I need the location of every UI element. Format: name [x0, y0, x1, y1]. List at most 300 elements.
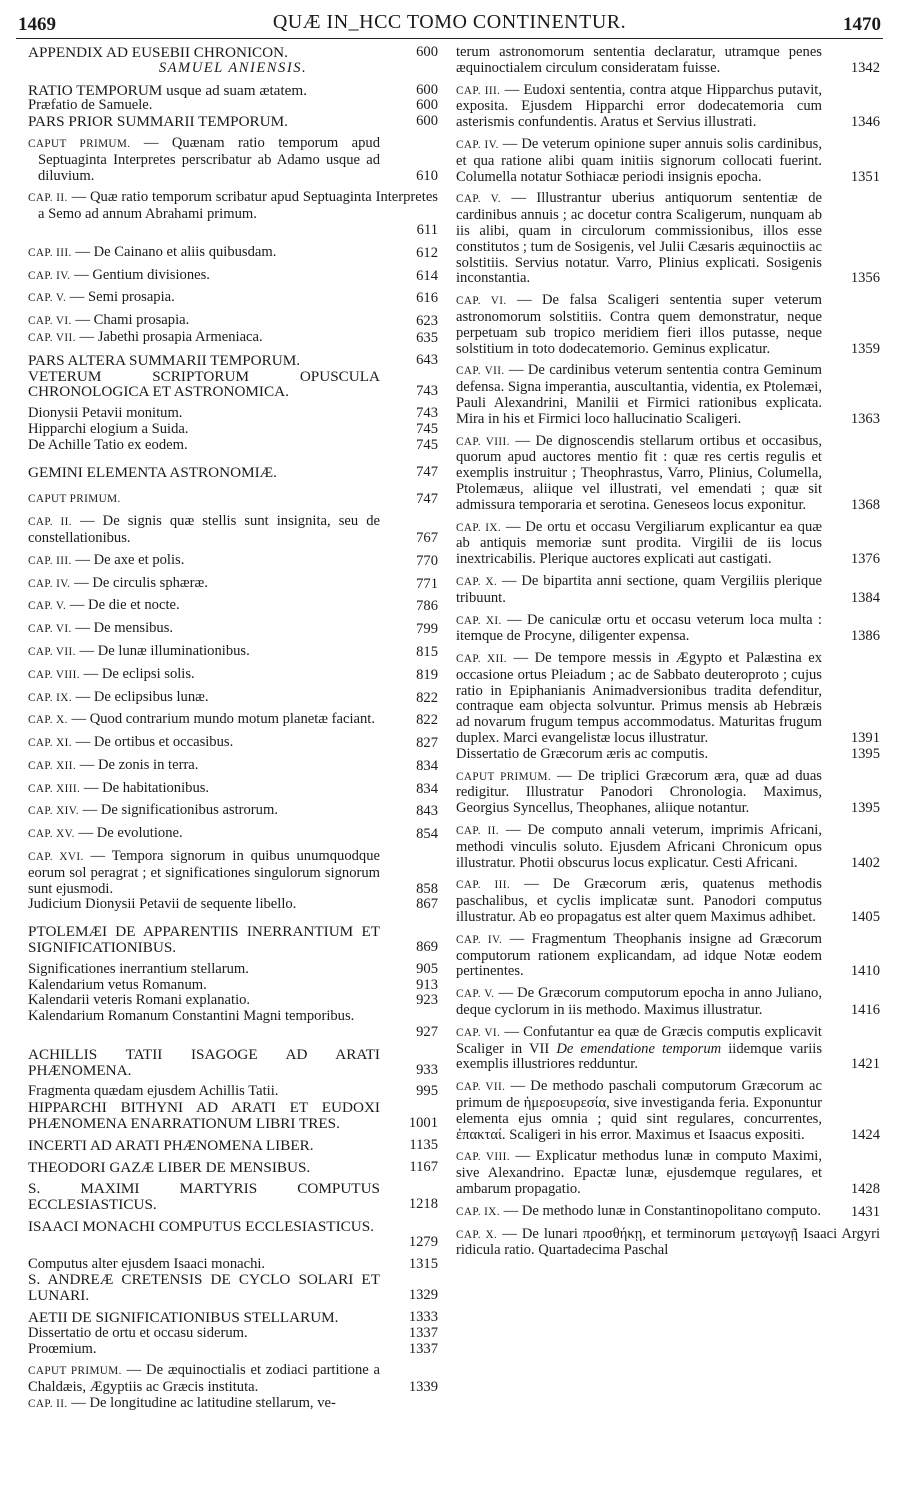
- entry-title: — Quæ ratio temporum scribatur apud Septuaginta Interpretes a Semo ad annum Abrahami primum.: [38, 189, 438, 223]
- entry-text: [28, 1257, 438, 1273]
- toc-entry: [28, 1326, 438, 1342]
- entry-text: [28, 114, 438, 130]
- toc-entry: [456, 83, 880, 131]
- column-number: 745: [416, 436, 438, 453]
- toc-entry: [28, 353, 438, 369]
- entry-text: [456, 293, 880, 357]
- column-number: 770: [416, 552, 438, 569]
- entry-text: [28, 422, 438, 438]
- column-number: 1391: [850, 730, 880, 747]
- entry-title: — De habitationibus.: [80, 779, 210, 796]
- entry-title: PARS ALTERA SUMMARII TEMPORUM.: [28, 351, 301, 369]
- entry-title: GEMINI ELEMENTA ASTRONOMIÆ.: [28, 463, 277, 481]
- entry-title: Dissertatio de Græcorum æris ac computis.: [456, 745, 709, 762]
- column-number: 747: [416, 491, 438, 508]
- column-number: 747: [416, 463, 438, 480]
- toc-entry: [28, 598, 438, 615]
- entry-title: — De eclipsi solis.: [79, 665, 195, 682]
- entry-title: VETERUM SCRIPTORUM OPUSCULA CHRONOLOGICA ET ASTRONOMICA.: [28, 367, 380, 401]
- entry-title: Hipparchi elogium a Suida.: [28, 420, 189, 437]
- entry-title: terum astronomorum sententia declaratur, utramque penes æquinoctialem circulum consideratam fuisse.: [456, 45, 822, 76]
- entry-text: [456, 137, 880, 185]
- entry-text: [28, 667, 438, 684]
- entry-text: [28, 978, 438, 994]
- entry-title: — Eudoxi sententia, contra atque Hipparchus putavit, exposita. Ejusdem Hipparchi error dodecatemoria cum asterismis confundentis. Aratus et Servius illustrati.: [456, 81, 822, 131]
- column-number: 927: [416, 1024, 438, 1041]
- toc-entry: [28, 1047, 438, 1079]
- entry-title: Kalendarii veteris Romani explanatio.: [28, 992, 251, 1009]
- toc-entry: [456, 191, 880, 287]
- toc-entry: [28, 553, 438, 570]
- chapter-label: CAP. II.: [28, 516, 72, 529]
- entry-text: [456, 932, 880, 980]
- entry-text: [28, 83, 438, 99]
- entry-title: Dionysii Petavii monitum.: [28, 405, 183, 422]
- toc-entry: [28, 1272, 438, 1304]
- entry-title: — Quod contrarium mundo motum planetæ faciant.: [67, 711, 376, 728]
- entry-title-cont: iidemque variis exemplis illustriores redduntur.: [456, 1040, 822, 1073]
- entry-text: [28, 553, 438, 570]
- toc-entry: [28, 1257, 438, 1273]
- column-number: 1356: [850, 270, 880, 287]
- toc-entry: [28, 1219, 438, 1251]
- toc-entry: [28, 826, 438, 843]
- entry-text: [28, 45, 438, 61]
- entry-text: [456, 877, 880, 925]
- entry-text: [28, 1009, 438, 1025]
- entry-text: [28, 61, 438, 77]
- entry-text: [456, 747, 880, 763]
- entry-text: [28, 491, 438, 508]
- entry-text: [28, 1310, 438, 1326]
- toc-entry: [28, 621, 438, 638]
- entry-text: [456, 1204, 880, 1221]
- column-number: 1363: [850, 410, 880, 427]
- entry-title: Præfatio de Samuele.: [28, 97, 153, 114]
- entry-title: — De cardinibus veterum sententia contra Geminum defensa. Signa imperantia, auscultantia, videntia, ex Ptolemæi, Pauli Alexandrini, Manilii et Firmici rationibus explicata. Mira in his et Firmici loco hallucinatio Scaligeri.: [456, 362, 822, 427]
- entry-text: [28, 1272, 438, 1304]
- entry-text: [28, 621, 438, 638]
- column-number: 767: [416, 529, 438, 546]
- column-number: 1384: [850, 589, 880, 606]
- toc-entry: [456, 1149, 880, 1197]
- entry-title: — De ortu et occasu Vergiliarum explicantur ea quæ ab antiquis memoriæ sunt prodita. Virgilii de iis locus inextricabilis. Plerique auctores explicati aut castigati.: [456, 518, 823, 568]
- entry-title: — De Græcorum computorum epocha in anno Juliano, deque cyclorum in iis methodo. Maximus illustratur.: [456, 985, 823, 1019]
- entry-title: — Jabethi prosapia Armeniaca.: [75, 328, 263, 345]
- toc-entry: [28, 690, 438, 707]
- toc-entry: [28, 45, 438, 61]
- chapter-label: CAP. IV.: [456, 138, 499, 151]
- toc-entry: [28, 993, 438, 1009]
- entry-text: [28, 1396, 438, 1413]
- entry-title: — De axe et polis.: [71, 551, 185, 568]
- chapter-label: CAP. IX.: [28, 691, 72, 704]
- column-number: 1376: [850, 551, 880, 568]
- entry-text: [28, 353, 438, 369]
- toc-entry: [28, 1009, 438, 1041]
- entry-text: [28, 758, 438, 775]
- column-number: 614: [416, 267, 438, 284]
- entry-title: — Illustrantur uberius antiquorum sententiæ de cardinibus annuis ; ac docetur contra Scaligerum, nunquam ab iis alibi, quam in circulorum commissionibus, illos esse constitutos ; tum de Sosigenis, vel Julii Cæsaris æquinoctiis ac solstitiis. Servius notatur. Varro, Plinius explicati. Sosigenis inconstantia.: [456, 190, 822, 287]
- column-number: 1395: [850, 800, 880, 817]
- chapter-label: CAPUT PRIMUM.: [28, 493, 121, 506]
- entry-title: — Gentium divisiones.: [70, 266, 210, 283]
- entry-title: — De zonis in terra.: [76, 756, 199, 773]
- entry-text: [28, 924, 438, 956]
- chapter-label: CAP. VI.: [28, 623, 72, 636]
- toc-entry: [28, 1310, 438, 1326]
- entry-text: [28, 826, 438, 843]
- entry-text: [28, 189, 438, 223]
- column-number: 799: [416, 621, 438, 638]
- entry-title: PARS PRIOR SUMMARII TEMPORUM.: [28, 113, 288, 131]
- chapter-label: CAP. XIV.: [28, 805, 79, 818]
- chapter-label: CAP. V.: [456, 193, 501, 206]
- chapter-label: CAP. IV.: [28, 269, 71, 282]
- chapter-label: CAP. XV.: [28, 828, 75, 841]
- chapter-label: CAP. XII.: [28, 759, 77, 772]
- column-number: 1402: [850, 854, 880, 871]
- chapter-label: CAP. V.: [28, 600, 67, 613]
- toc-entry: [456, 1079, 880, 1143]
- column-number: 822: [416, 689, 438, 706]
- column-number: 1167: [409, 1158, 438, 1175]
- entry-title: — De tempore messis in Ægypto et Palæstina ex occasione ortus Pleiadum ; ac de Sabbato deuteroproto ; cujus ratio in Epiphanianis Animadversionibus tradita defenditur, contraque eam objecta solvuntur. Primus mensis ab Hebræis ad novarum frugum tempus accommodatus. Maturitas frugum duplex. Marci evangelistæ locus illustratur.: [456, 650, 822, 747]
- entry-title: De Achille Tatio ex eodem.: [28, 436, 188, 453]
- column-number: 854: [416, 826, 438, 843]
- chapter-label: CAPUT PRIMUM.: [456, 770, 552, 783]
- entry-title: — Explicatur methodus lunæ in computo Maximi, sive Alexandrino. Epactæ lunæ, ejusdemque regulares, et ambarum propagatio.: [456, 1148, 822, 1197]
- entry-text: [28, 290, 438, 307]
- entry-text: [28, 897, 438, 913]
- chapter-label: CAPUT PRIMUM.: [28, 1365, 122, 1378]
- entry-title: — De bipartita anni sectione, quam Vergiliis plerique tribuunt.: [456, 572, 822, 606]
- chapter-label: CAP. II.: [28, 192, 68, 205]
- entry-title: — De ortibus et occasibus.: [71, 734, 234, 751]
- entry-text: [28, 644, 438, 661]
- entry-text: [28, 1326, 438, 1342]
- chapter-label: CAP. XI.: [456, 614, 502, 627]
- entry-text: [456, 363, 880, 427]
- column-number: 843: [416, 803, 438, 820]
- toc-entry: [28, 114, 438, 130]
- toc-entry: [28, 406, 438, 422]
- column-number: 827: [416, 735, 438, 752]
- toc-entry: [456, 877, 880, 925]
- column-number: 905: [416, 960, 438, 977]
- chapter-label: CAP. II.: [456, 825, 499, 838]
- toc-entry: [456, 45, 880, 77]
- chapter-label: CAP. XVI.: [28, 851, 84, 864]
- toc-entry: [456, 434, 880, 514]
- entry-title: — De Cainano et aliis quibusdam.: [71, 243, 277, 260]
- entry-text: [28, 712, 438, 729]
- column-number: 913: [416, 976, 438, 993]
- running-title: QUÆ IN_HCC TOMO CONTINENTUR.: [272, 11, 627, 33]
- toc-entry: [28, 1138, 438, 1154]
- entry-title: APPENDIX AD EUSEBII CHRONICON.: [28, 45, 288, 61]
- entry-text: [28, 803, 438, 820]
- column-number: 933: [416, 1061, 438, 1078]
- entry-title: — De lunari προσθήκῃ, et terminorum μεταγωγῇ Isaaci Argyri ridicula ratio. Quartadecima Paschal: [456, 1225, 880, 1259]
- entry-text: [28, 1084, 438, 1100]
- entry-text: [28, 369, 438, 401]
- toc-entry: [28, 962, 438, 978]
- entry-title: — De die et nocte.: [66, 597, 180, 614]
- toc-entry: [28, 83, 438, 99]
- entry-title: INCERTI AD ARATI PHÆNOMENA LIBER.: [28, 1136, 314, 1154]
- column-number: 923: [416, 992, 438, 1009]
- chapter-label: CAP. VII.: [28, 331, 76, 344]
- toc-entry: [28, 290, 438, 307]
- column-number: 1386: [850, 628, 880, 645]
- column-number: 643: [416, 351, 438, 368]
- entry-title: Proœmium.: [28, 1340, 97, 1357]
- entry-text: [456, 986, 880, 1019]
- chapter-label: CAP. VIII.: [28, 668, 80, 681]
- column-number: 834: [416, 780, 438, 797]
- chapter-label: CAP. VIII.: [456, 435, 510, 448]
- entry-text: [28, 962, 438, 978]
- entry-text: [28, 268, 438, 285]
- entry-title: — Quænam ratio temporum apud Septuaginta Interpretes perscribatur ab Adamo usque ad diluvium.: [38, 134, 380, 184]
- chapter-label: CAP. VII.: [456, 365, 505, 378]
- right-column: [456, 45, 880, 1495]
- column-number: 771: [416, 575, 438, 592]
- entry-title: — Confutantur ea quæ de Græcis computis explicavit Scaliger in VII: [456, 1023, 822, 1057]
- entry-title: Fragmenta quædam ejusdem Achillis Tatii.: [28, 1083, 279, 1100]
- column-number: 995: [416, 1083, 438, 1100]
- toc-entry: [28, 781, 438, 798]
- column-number: 635: [416, 329, 438, 346]
- toc-entry: [28, 1084, 438, 1100]
- toc-entry: [28, 369, 438, 401]
- toc-entry: [28, 465, 438, 481]
- toc-entry: [28, 422, 438, 438]
- column-number: 1405: [850, 909, 880, 926]
- entry-title: — De methodo paschali computorum Græcorum ac primum de ἡμεροευρεσία, sive investiganda feria. Exponuntur elementa ejus omnia ; quid sint regulares, concurrentes, ἐπακταί. Scaligeri in his error. Maximus et Isaacus expositi.: [456, 1078, 823, 1143]
- entry-title: RATIO TEMPORUM usque ad suam ætatem.: [28, 81, 307, 99]
- toc-entry: [456, 574, 880, 607]
- toc-entry: [456, 520, 880, 568]
- entry-text: [456, 520, 880, 568]
- toc-entry: [28, 313, 438, 330]
- column-number: 1001: [408, 1115, 438, 1132]
- entry-title: — Chami prosapia.: [71, 312, 190, 329]
- toc-entry: [456, 747, 880, 763]
- column-number: 1416: [850, 1002, 880, 1019]
- toc-entry: [28, 712, 438, 729]
- chapter-label: CAP. VI.: [456, 295, 507, 308]
- toc-entry: [28, 268, 438, 285]
- toc-entry: [28, 803, 438, 820]
- column-number: 858: [416, 880, 438, 897]
- entry-text: [456, 1227, 880, 1260]
- column-number: 743: [416, 405, 438, 422]
- toc-entry: [28, 576, 438, 593]
- entry-title: — De Græcorum æris, quatenus methodis paschalibus, et cyclis implicatæ sunt. Panodori computus illustratur. Ab eo propagatus est alter quem Maximus adhibet.: [456, 876, 822, 926]
- chapter-label: CAP. VI.: [456, 1026, 501, 1039]
- chapter-label: CAP. XIII.: [28, 782, 81, 795]
- column-number: 1421: [850, 1056, 880, 1073]
- toc-entry: [28, 1160, 438, 1176]
- entry-text: [28, 1100, 438, 1132]
- column-number: 1431: [850, 1203, 880, 1220]
- entry-text: [456, 613, 880, 646]
- column-number: 1395: [850, 745, 880, 762]
- column-number: 623: [416, 313, 438, 330]
- entry-text: [28, 98, 438, 114]
- entry-title: — De veterum opinione super annuis solis cardinibus, et qua ratione alibi quam initiis signorum collocati fuerint. Columella notatur Sothiacæ periodi insignis epocha.: [456, 135, 822, 185]
- column-number: 600: [416, 113, 438, 130]
- column-number: 819: [416, 666, 438, 683]
- toc-entry: [28, 758, 438, 775]
- toc-entry: [28, 897, 438, 913]
- column-number: 745: [416, 420, 438, 437]
- entry-text: [456, 45, 880, 77]
- chapter-label: CAP. V.: [456, 988, 495, 1001]
- toc-entry: [28, 61, 438, 77]
- toc-entry: [456, 986, 880, 1019]
- entry-title: — Fragmentum Theophanis insigne ad Græcorum computorum rationem explicandam, ad idque Notæ eodem pertinentes.: [456, 930, 822, 980]
- toc-entry: [456, 613, 880, 646]
- chapter-label: CAP. V.: [28, 292, 67, 305]
- entry-title: Dissertatio de ortu et occasu siderum.: [28, 1324, 248, 1341]
- toc-entry: [456, 293, 880, 357]
- toc-entry: [28, 644, 438, 661]
- entry-text: [456, 823, 880, 871]
- entry-title: — De longitudine ac latitudine stellarum, ve-: [67, 1394, 336, 1411]
- column-number: 611: [416, 221, 438, 238]
- column-number: 1428: [850, 1181, 880, 1197]
- entry-text: [456, 434, 880, 514]
- column-number: 1342: [850, 59, 880, 76]
- toc-entry: [456, 137, 880, 185]
- entry-title: — De dignoscendis stellarum ortibus et occasibus, quorum apud auctores mentio fit : quæ res certis regulis et exemplis instruitur ; Theophrastus, Varro, Plinius, Columella, Ptolemæus, aliique vel illustrati, vel emendati ; quæ sit admissura temporaria et serotina. Geneseos locus exponitur.: [456, 432, 823, 513]
- toc-entry: [28, 330, 438, 347]
- column-number: 1337: [408, 1324, 438, 1341]
- entry-title: Computus alter ejusdem Isaaci monachi.: [28, 1255, 266, 1272]
- chapter-label: CAP. III.: [456, 879, 511, 892]
- column-number: 1135: [409, 1136, 438, 1153]
- toc-entry: [456, 769, 880, 817]
- entry-title: — De signis quæ stellis sunt insignita, seu de constellationibus.: [28, 513, 380, 546]
- chapter-label: CAPUT PRIMUM.: [28, 137, 131, 150]
- entry-title-italic: De emendatione temporum: [556, 1040, 722, 1057]
- toc-entry: [28, 245, 438, 262]
- entry-title: — De falsa Scaligeri sententia super veterum astronomorum solstitiis. Contra quem demonstratur, neque perpetuam sub tropico meridiem fieri illos putasse, neque solstitium in toto dodecatemorio. Geminus explicatur.: [456, 292, 822, 357]
- column-number: 1368: [850, 496, 880, 513]
- chapter-label: CAP. X.: [28, 714, 68, 727]
- column-number: 1359: [850, 340, 880, 357]
- entry-text: [28, 1047, 438, 1079]
- toc-entry: [28, 924, 438, 956]
- chapter-label: CAP. IX.: [456, 521, 502, 534]
- entry-text: [28, 690, 438, 707]
- entry-title: — De eclipsibus lunæ.: [71, 688, 209, 705]
- chapter-label: CAP. III.: [28, 554, 72, 567]
- column-number: 616: [416, 290, 438, 307]
- column-number: 869: [416, 939, 438, 956]
- entry-text: [28, 576, 438, 593]
- toc-entry: [456, 1227, 880, 1260]
- chapter-label: CAP. X.: [456, 1228, 498, 1241]
- entry-text: [28, 313, 438, 330]
- chapter-label: CAP. II.: [28, 1397, 68, 1410]
- entry-title: — Semi prosapia.: [66, 289, 175, 306]
- entry-text: [28, 993, 438, 1009]
- left-column: [28, 45, 438, 1495]
- chapter-label: CAP. III.: [28, 246, 72, 259]
- entry-text: [456, 83, 880, 131]
- entry-text: [28, 1160, 438, 1176]
- column-number: 1346: [850, 114, 880, 131]
- chapter-label: CAP. IX.: [456, 1205, 500, 1218]
- toc-entry: [28, 491, 438, 508]
- chapter-label: CAP. III.: [456, 84, 501, 97]
- entry-title: — De computo annali veterum, imprimis Africani, methodi vinculis soluto. Ejusdem Africani Chronicum opus illustratur. Photii obscurus locus explicatur. Cesti Africani.: [456, 822, 822, 871]
- entry-title: — Tempora signorum in quibus unumquodque eorum sol peragrat ; et significationes singulorum signorum sunt ejusmodi.: [28, 848, 380, 897]
- page-number-right: 1470: [843, 14, 881, 35]
- chapter-label: CAP. VIII.: [456, 1151, 510, 1164]
- entry-title: Kalendarium Romanum Constantini Magni temporibus.: [28, 1008, 355, 1025]
- entry-text: [456, 769, 880, 817]
- toc-entry: [28, 190, 438, 238]
- entry-title: THEODORI GAZÆ LIBER DE MENSIBUS.: [28, 1158, 311, 1176]
- entry-text: [28, 245, 438, 262]
- entry-text: [28, 1342, 438, 1358]
- column-number: 786: [416, 598, 438, 615]
- toc-entry: [456, 932, 880, 980]
- column-number: 600: [416, 45, 438, 60]
- toc-entry: [28, 136, 438, 184]
- entry-text: [28, 465, 438, 481]
- column-number: 1218: [408, 1196, 438, 1213]
- toc-entry: [456, 823, 880, 871]
- entry-title: ACHILLIS TATII ISAGOGE AD ARATI PHÆNOMENA.: [28, 1045, 380, 1079]
- column-number: 1279: [408, 1233, 438, 1250]
- entry-title: S. ANDREÆ CRETENSIS DE CYCLO SOLARI ET LUNARI.: [28, 1271, 380, 1305]
- toc-entry: [456, 1204, 880, 1221]
- toc-entry: [28, 1363, 438, 1396]
- column-number: 834: [416, 757, 438, 774]
- page-number-left: 1469: [18, 14, 56, 35]
- column-number: 1333: [408, 1309, 438, 1325]
- toc-entry: [456, 1025, 880, 1073]
- entry-title: ISAACI MONACHI COMPUTUS ECCLESIASTICUS.: [28, 1218, 374, 1236]
- entry-title: S. MAXIMI MARTYRIS COMPUTUS ECCLESIASTICUS.: [28, 1180, 380, 1214]
- entry-text: [28, 514, 438, 547]
- column-number: 1351: [850, 168, 880, 185]
- entry-title: — De triplici Græcorum æra, quæ ad duas redigitur. Illustratur Panodori Chronologia. Maximus, Georgius Syncellus, Theophanes, aliique notantur.: [456, 767, 822, 817]
- chapter-label: CAP. XII.: [456, 653, 507, 666]
- entry-title: — De æquinoctialis et zodiaci partitione a Chaldæis, Ægyptiis ac Græcis instituta.: [28, 1362, 381, 1396]
- entry-text: [456, 191, 880, 287]
- column-number: 867: [416, 896, 438, 913]
- entry-text: [28, 1181, 438, 1213]
- toc-entry: [28, 849, 438, 897]
- entry-title: SAMUEL ANIENSIS.: [158, 59, 308, 76]
- entry-title: AETII DE SIGNIFICATIONIBUS STELLARUM.: [28, 1309, 339, 1326]
- entry-text: [28, 438, 438, 454]
- entry-text: [28, 849, 438, 897]
- chapter-label: CAP. IV.: [28, 577, 71, 590]
- entry-text: [28, 781, 438, 798]
- column-number: 822: [416, 712, 438, 729]
- entry-title: — De lunæ illuminationibus.: [75, 642, 250, 659]
- entry-text: [28, 1138, 438, 1154]
- entry-title: Judicium Dionysii Petavii de sequente libello.: [28, 896, 297, 913]
